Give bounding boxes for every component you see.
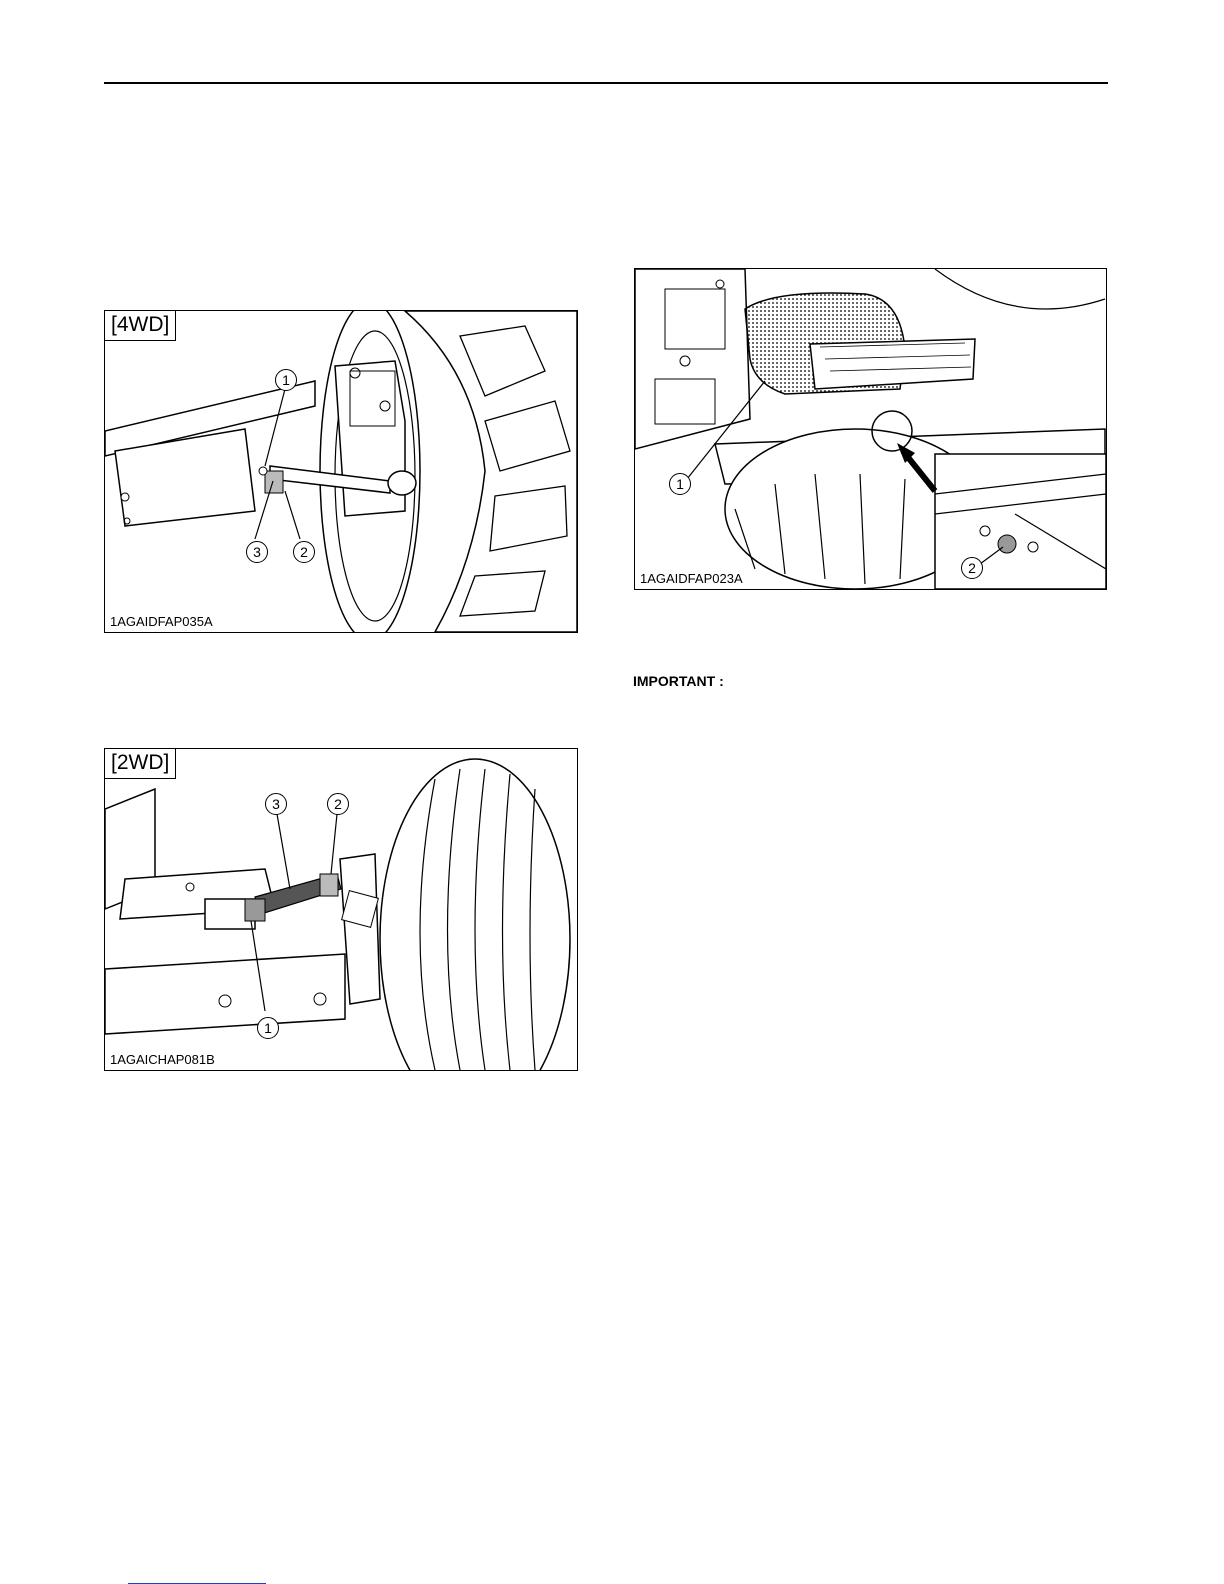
header-rule: [104, 82, 1108, 84]
figure-code: 1AGAIDFAP023A: [640, 571, 743, 586]
figure-4wd-illustration: [105, 311, 577, 632]
figure-2wd: [104, 748, 578, 1071]
callout-2: 2: [961, 557, 983, 579]
figure-tag: [4WD]: [105, 311, 176, 341]
figure-code: 1AGAIDFAP035A: [110, 614, 213, 629]
figure-code: 1AGAICHAP081B: [110, 1052, 215, 1067]
callout-2: 2: [327, 793, 349, 815]
callout-1: 1: [257, 1017, 279, 1039]
callout-1: 1: [275, 369, 297, 391]
figure-right-illustration: [635, 269, 1106, 589]
callout-1: 1: [669, 473, 691, 495]
callout-2: 2: [293, 541, 315, 563]
figure-right: [634, 268, 1107, 590]
important-label: IMPORTANT :: [633, 673, 724, 689]
figure-tag: [2WD]: [105, 749, 176, 779]
callout-3: 3: [246, 541, 268, 563]
figure-4wd: [104, 310, 578, 633]
callout-3: 3: [265, 793, 287, 815]
